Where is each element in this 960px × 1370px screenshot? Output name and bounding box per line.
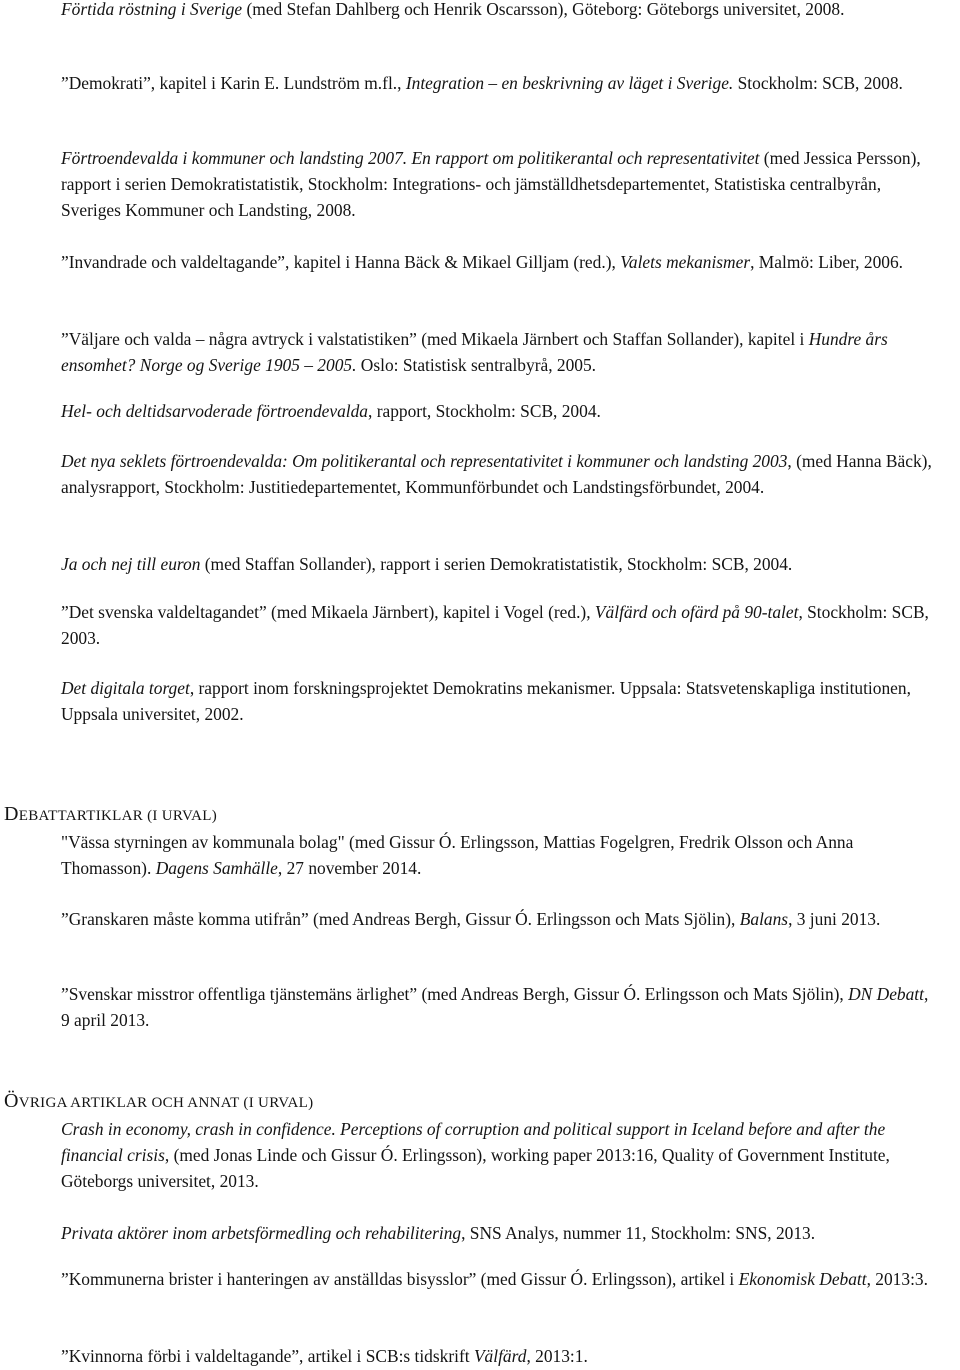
heading-initial: Ö [4,1090,19,1112]
publication-title: Förtroendevalda i kommuner och landsting 2007. En rapport om politikerantal och representativitet [61,148,760,168]
other-article-entry [61,1220,941,1246]
article-details: , 27 november 2014. [277,858,422,878]
publication-lead: ”Demokrati”, kapitel i Karin E. Lundström m.fl., [61,73,406,93]
publication-details: , Malmö: Liber, 2006. [750,252,904,272]
publication-entry [61,448,941,500]
publication-details: (med Staffan Sollander), rapport i serien Demokratistatistik, Stockholm: SCB, 2004. [200,554,793,574]
debate-article-entry [61,829,941,881]
publication-entry [61,326,956,378]
publication-details: , (med Hanna Bäck), analysrapport, Stockholm: Justitiedepartementet, Kommunförbundet och Landstingsförbundet, 2004. [61,451,932,497]
publication-entry [61,249,941,275]
publication-entry [61,675,941,727]
article-title: Privata aktörer inom arbetsförmedling och rehabilitering [61,1223,462,1243]
article-details: , 2013:3. [866,1269,928,1289]
article-lead: ”Svenskar misstror offentliga tjänstemäns ärlighet” (med Andreas Bergh, Gissur Ó. Erlingsson och Mats Sjölin), [61,984,849,1004]
article-publication: Välfärd [473,1346,527,1366]
article-publication: DN Debatt [848,984,924,1004]
article-details: , SNS Analys, nummer 11, Stockholm: SNS, 2013. [461,1223,816,1243]
heading-rest: EBATTARTIKLAR (I URVAL) [18,808,218,824]
publication-title: Hel- och deltidsarvoderade förtroendevalda [61,401,369,421]
publication-details: (med Stefan Dahlberg och Henrik Oscarsson), Göteborg: Göteborgs universitet, 2008. [242,0,845,19]
publication-entry [61,398,941,424]
heading-initial: D [4,803,19,825]
other-article-entry [61,1343,941,1369]
other-article-entry [61,1116,941,1194]
article-lead: ”Granskaren måste komma utifrån” (med Andreas Bergh, Gissur Ó. Erlingsson och Mats Sjölin), [61,909,740,929]
publication-lead: ”Det svenska valdeltagandet” (med Mikaela Järnbert), kapitel i Vogel (red.), [61,602,595,622]
article-lead: ”Kommunerna brister i hanteringen av anställdas bisysslor” (med Gissur Ó. Erlingsson), artikel i [61,1269,739,1289]
publication-entry [61,599,941,651]
article-details: , 3 juni 2013. [788,909,881,929]
publication-details: , rapport, Stockholm: SCB, 2004. [368,401,601,421]
publication-lead: ”Väljare och valda – några avtryck i valstatistiken” (med Mikaela Järnbert och Staffan Sollander), kapitel i [61,329,809,349]
publication-title: Integration – en beskrivning av läget i Sverige. [405,73,734,93]
article-details: , (med Jonas Linde och Gissur Ó. Erlingsson), working paper 2013:16, Quality of Government Institute, Göteborgs universitet, 2013. [61,1145,890,1191]
publication-entry [61,0,941,22]
publication-lead: ”Invandrade och valdeltagande”, kapitel i Hanna Bäck & Mikael Gilljam (red.), [61,252,621,272]
heading-rest: VRIGA ARTIKLAR OCH ANNAT (I URVAL) [18,1095,314,1111]
section-heading-other [4,1088,313,1116]
publication-title: Välfärd och ofärd på 90-talet [594,602,799,622]
publication-entry [61,70,941,96]
debate-article-entry [61,906,941,932]
article-lead: ”Kvinnorna förbi i valdeltagande”, artikel i SCB:s tidskrift [61,1346,474,1366]
publication-entry [61,145,941,223]
publication-details: Stockholm: SCB, 2008. [733,73,903,93]
article-lead: "Vässa styrningen av kommunala bolag" (med Gissur Ó. Erlingsson, Mattias Fogelgren, Fredrik Olsson och Anna Thomasson). [61,832,854,878]
publication-details: , rapport inom forskningsprojektet Demokratins mekanismer. Uppsala: Statsvetenskapliga institutionen, Uppsala universitet, 2002. [61,678,911,724]
publication-details: Oslo: Statistisk sentralbyrå, 2005. [356,355,597,375]
publication-title: Det nya seklets förtroendevalda: Om politikerantal och representativitet i kommuner och landsting 2003 [61,451,788,471]
publication-title: Förtida röstning i Sverige [61,0,243,19]
article-details: , 2013:1. [526,1346,588,1366]
debate-article-entry [61,981,941,1033]
article-title: Crash in economy, crash in confidence. Perceptions of corruption and political support in Iceland before and after the financial crisis [61,1119,886,1165]
article-publication: Balans [739,909,789,929]
publication-title: Ja och nej till euron [61,554,201,574]
publication-entry [61,551,941,577]
publication-details: , Stockholm: SCB, 2003. [61,602,929,648]
publication-title: Det digitala torget [61,678,190,698]
article-publication: Ekonomisk Debatt [738,1269,867,1289]
other-article-entry [61,1266,941,1292]
article-publication: Dagens Samhälle [155,858,278,878]
article-details: , 9 april 2013. [61,984,929,1030]
publication-title: Hundre års ensomhet? Norge og Sverige 1905 – 2005. [61,329,888,375]
publication-title: Valets mekanismer [620,252,751,272]
publication-details: (med Jessica Persson), rapport i serien Demokratistatistik, Stockholm: Integrations- och jämställdhetsdepartementet, Statistiska centralbyrån, Sveriges Kommuner och Landsting, 2008. [61,148,921,220]
section-heading-debate [4,801,217,829]
